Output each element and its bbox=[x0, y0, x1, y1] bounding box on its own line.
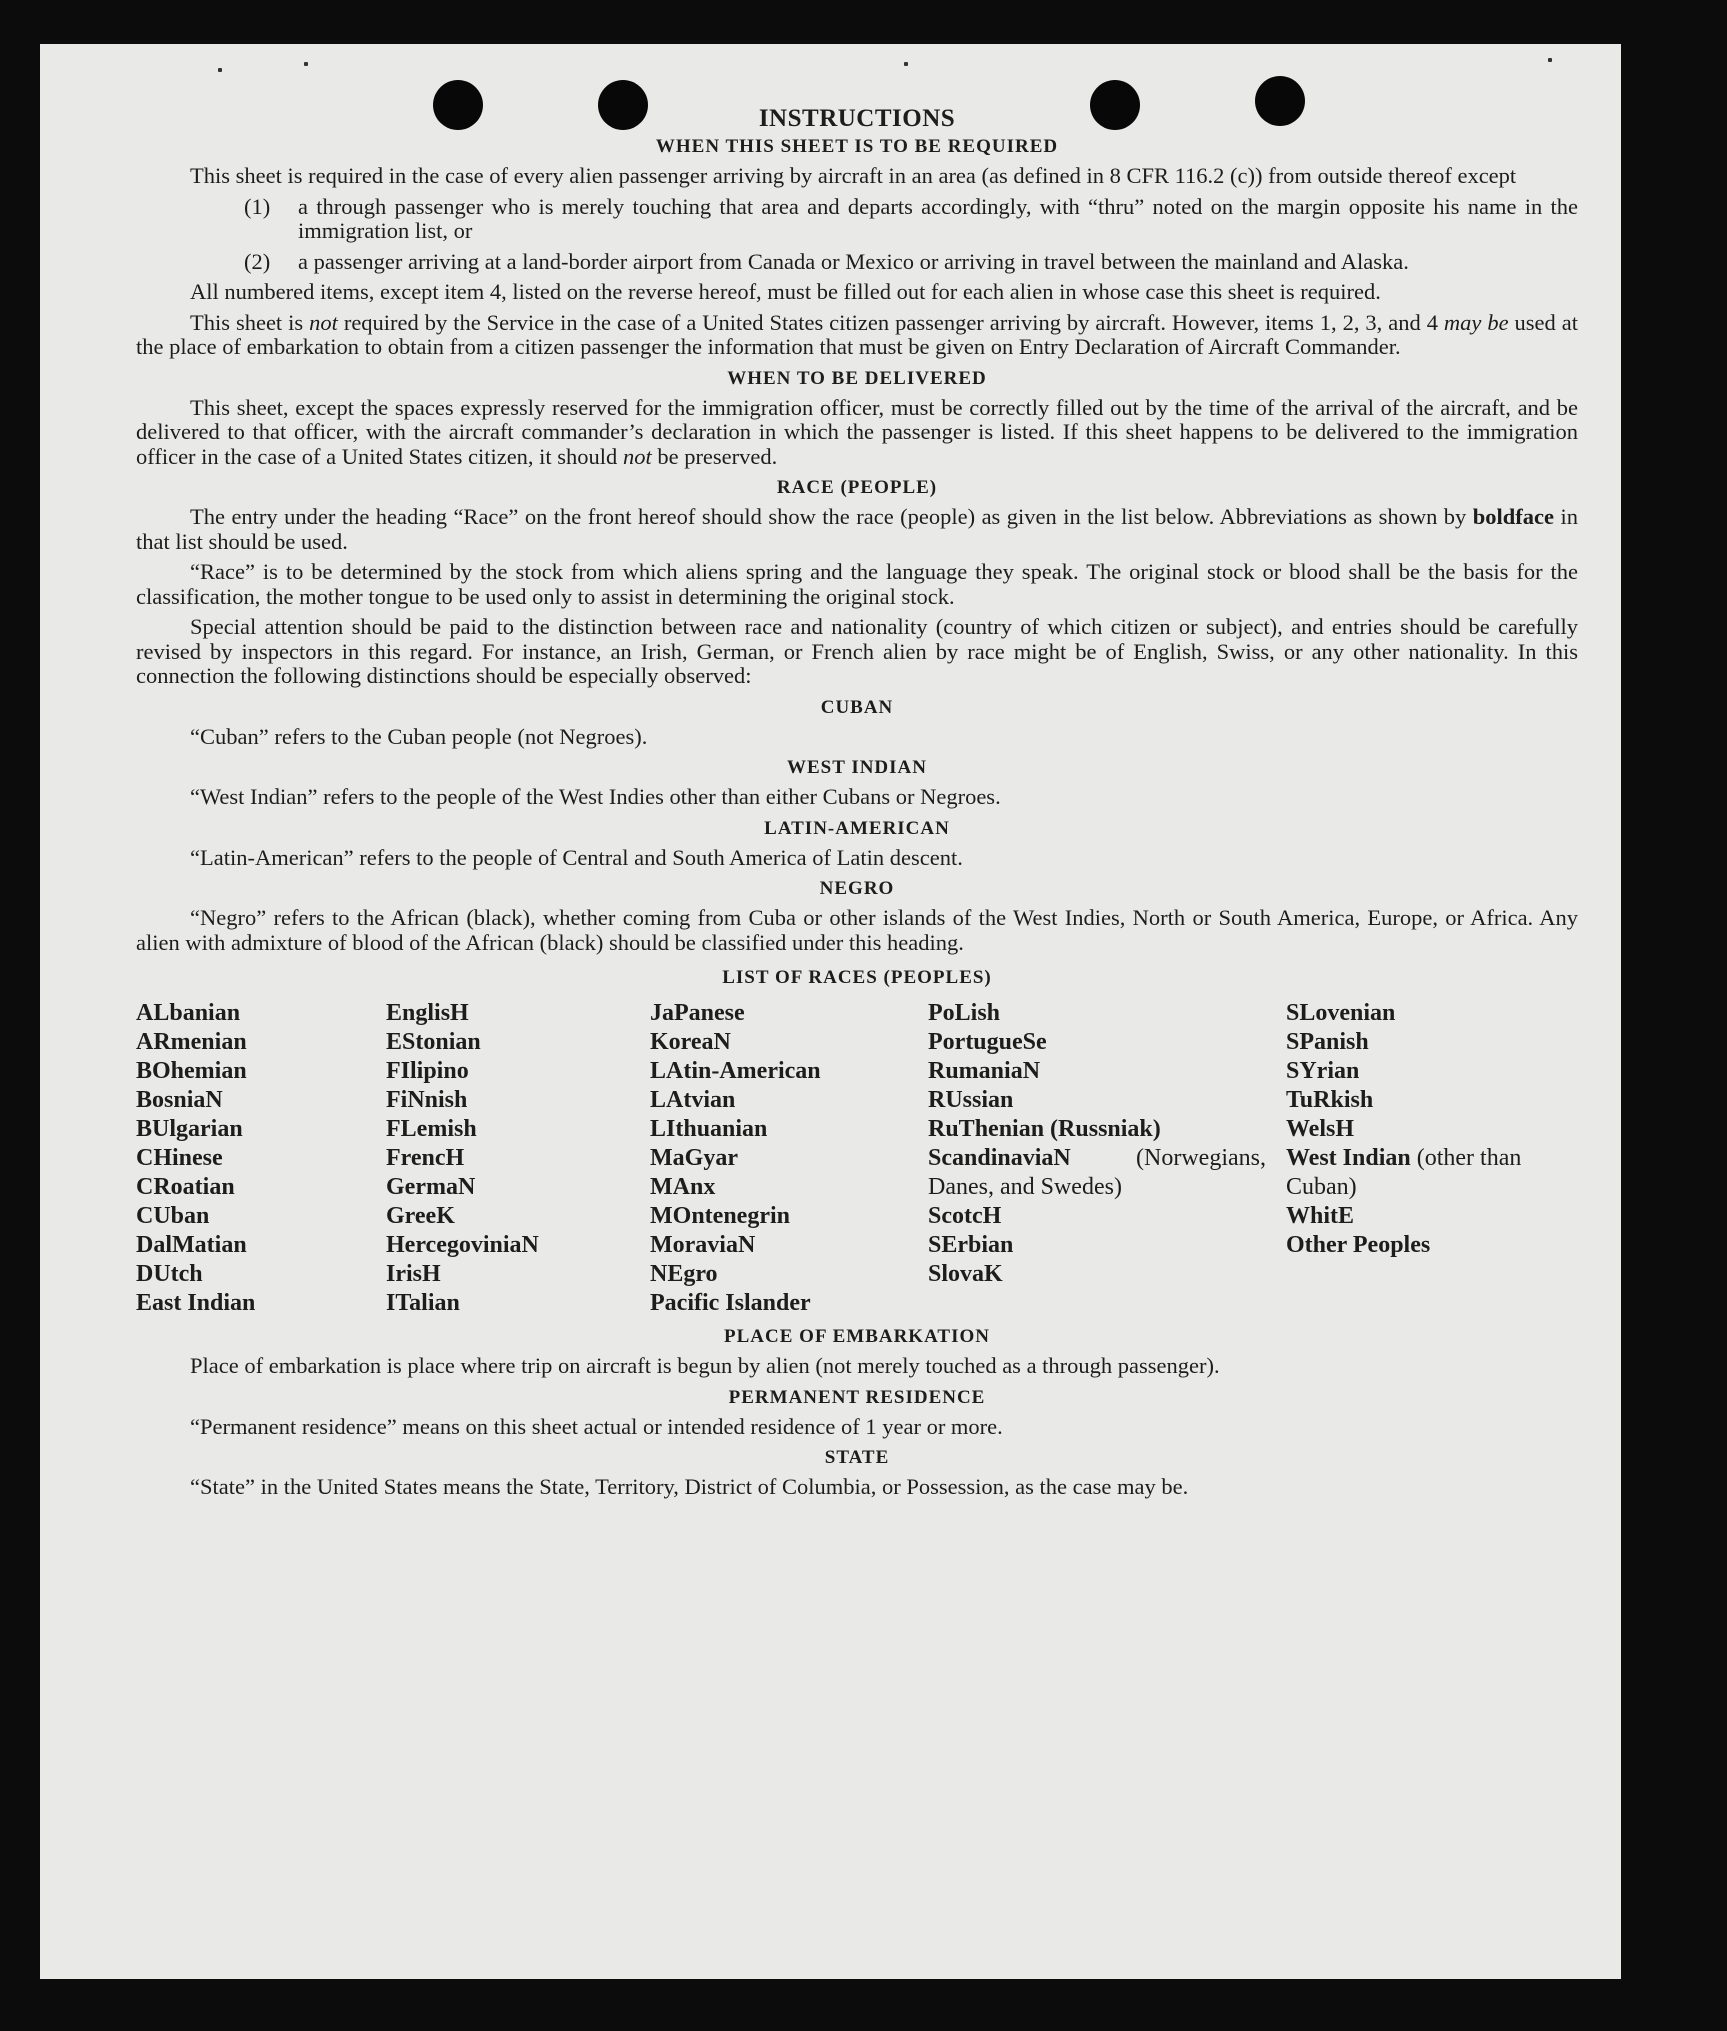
race-entry: ALbanian bbox=[136, 1000, 241, 1026]
paragraph: “State” in the United States means the State, Territory, District of Columbia, or Possession, as the case may be. bbox=[190, 1474, 1189, 1499]
item-number: (1) bbox=[244, 193, 271, 219]
paragraph: “Cuban” refers to the Cuban people (not Negroes). bbox=[190, 723, 648, 749]
races-column-5 bbox=[1286, 999, 1542, 1318]
paragraph: “West Indian” refers to the people of the West Indies other than either Cubans or Negroes. bbox=[190, 784, 1001, 809]
heading-west-indian: WEST INDIAN bbox=[787, 757, 927, 778]
document-body bbox=[136, 104, 1578, 1506]
heading-race: RACE (PEOPLE) bbox=[776, 477, 938, 498]
page-title: INSTRUCTIONS bbox=[758, 105, 956, 132]
heading-latin-american: LATIN-AMERICAN bbox=[764, 817, 950, 839]
race-entry: Other Peoples bbox=[1286, 1232, 1431, 1258]
race-entry: EStonian bbox=[386, 1029, 481, 1055]
race-entry: MAnx bbox=[650, 1174, 716, 1200]
race-entry: SYrian bbox=[1286, 1058, 1360, 1084]
list-item bbox=[244, 195, 1578, 244]
race-entry: FLemish bbox=[386, 1116, 477, 1142]
race-entry: KoreaN bbox=[650, 1029, 731, 1055]
paragraph: Special attention should be paid to the distinction between race and nationality (country of which citizen or subject), and entries should be carefully revised by inspectors in this regard. For instance, an Irish, German, or French alien by race might be of English, Swiss, or any other nationality. In this connection the following distinctions should be especially observed: bbox=[136, 614, 1578, 688]
speck bbox=[218, 68, 222, 72]
races-column-2 bbox=[386, 999, 650, 1318]
race-entry: GermaN bbox=[386, 1174, 476, 1200]
heading-when-required: WHEN THIS SHEET IS TO BE REQUIRED bbox=[655, 136, 1059, 157]
item-text: a passenger arriving at a land-border airport from Canada or Mexico or arriving in travel between the mainland and Alaska. bbox=[298, 248, 1409, 274]
race-entry: MaGyar bbox=[650, 1145, 738, 1171]
race-entry: JaPanese bbox=[650, 1000, 745, 1026]
list-item bbox=[244, 250, 1578, 275]
race-entry: RuThenian (Russniak) bbox=[928, 1116, 1161, 1142]
race-entry: NEgro bbox=[650, 1261, 718, 1287]
race-entry: BosniaN bbox=[136, 1087, 223, 1113]
race-entry: ScotcH bbox=[928, 1203, 1002, 1229]
race-entry: SErbian bbox=[928, 1232, 1014, 1258]
speck bbox=[904, 62, 908, 66]
race-entry: ARmenian bbox=[136, 1029, 247, 1055]
race-entry: SlovaK bbox=[928, 1261, 1003, 1287]
race-entry: FiNnish bbox=[386, 1087, 468, 1113]
item-text: a through passenger who is merely touching that area and departs accordingly, with “thru” noted on the margin opposite his name in the immigration list, or bbox=[298, 193, 1578, 243]
race-entry: DalMatian bbox=[136, 1232, 247, 1258]
races-column-1 bbox=[136, 999, 386, 1318]
race-entry: CHinese bbox=[136, 1145, 223, 1171]
race-entry: RUssian bbox=[928, 1087, 1014, 1113]
race-entry: PortugueSe bbox=[928, 1029, 1047, 1055]
heading-when-delivered: WHEN TO BE DELIVERED bbox=[727, 367, 987, 389]
heading-state: STATE bbox=[824, 1447, 890, 1468]
heading-list-of-races: LIST OF RACES (PEOPLES) bbox=[722, 967, 992, 988]
paragraph: Place of embarkation is place where trip on aircraft is begun by alien (not merely touched as a through passenger). bbox=[190, 1353, 1220, 1378]
race-entry: Pacific Islander bbox=[650, 1290, 811, 1316]
race-entry: RumaniaN bbox=[928, 1058, 1041, 1084]
race-entry: IrisH bbox=[386, 1261, 441, 1287]
heading-negro: NEGRO bbox=[819, 878, 895, 899]
race-entry: WhitE bbox=[1286, 1203, 1355, 1229]
race-entry: WelsH bbox=[1286, 1116, 1355, 1142]
race-entry: ITalian bbox=[386, 1290, 460, 1316]
races-column-4 bbox=[928, 999, 1286, 1318]
paragraph: The entry under the heading “Race” on the front hereof should show the race (people) as given in the list below. Abbreviations as shown by boldface in that list should be used. bbox=[136, 504, 1578, 554]
race-entry: DUtch bbox=[136, 1261, 203, 1287]
race-entry: MoraviaN bbox=[650, 1232, 756, 1258]
race-entry: FrencH bbox=[386, 1145, 465, 1171]
race-entry: BOhemian bbox=[136, 1058, 247, 1084]
race-entry: LAtin-American bbox=[650, 1058, 821, 1084]
race-entry: LIthuanian bbox=[650, 1116, 768, 1142]
speck bbox=[1548, 58, 1552, 62]
paragraph: This sheet is required in the case of every alien passenger arriving by aircraft in an area (as defined in 8 CFR 116.2 (c)) from outside thereof except bbox=[190, 163, 1517, 188]
race-entry: CRoatian bbox=[136, 1174, 235, 1200]
race-entry: SLovenian bbox=[1286, 1000, 1396, 1026]
race-entry: BUlgarian bbox=[136, 1116, 243, 1142]
paragraph: All numbered items, except item 4, listed on the reverse hereof, must be filled out for each alien in whose case this sheet is required. bbox=[190, 279, 1381, 304]
race-entry: ScandinaviaN (Norwegians, Danes, and Swedes) bbox=[928, 1145, 1266, 1200]
heading-cuban: CUBAN bbox=[820, 696, 894, 718]
paragraph: This sheet is not required by the Service in the case of a United States citizen passenger arriving by aircraft. However, items 1, 2, 3, and 4 may be used at the place of embarkation to obtain from a citizen passenger the information that must be given on Entry Declaration of Aircraft Commander. bbox=[136, 309, 1578, 359]
race-entry: HercegoviniaN bbox=[386, 1232, 539, 1258]
race-entry: SPanish bbox=[1286, 1029, 1369, 1055]
race-entry: GreeK bbox=[386, 1203, 455, 1229]
heading-place-of-embarkation: PLACE OF EMBARKATION bbox=[724, 1326, 990, 1347]
paragraph: “Permanent residence” means on this sheet actual or intended residence of 1 year or more. bbox=[190, 1413, 1003, 1439]
race-entry: East Indian bbox=[136, 1290, 256, 1316]
paragraph: “Negro” refers to the African (black), whether coming from Cuba or other islands of the West Indies, North or South America, Europe, or Africa. Any alien with admixture of blood of the African (black) should be classified under this heading. bbox=[136, 905, 1578, 955]
heading-permanent-residence: PERMANENT RESIDENCE bbox=[728, 1386, 986, 1408]
race-entry: TuRkish bbox=[1286, 1087, 1374, 1113]
paragraph: This sheet, except the spaces expressly reserved for the immigration officer, must be correctly filled out by the time of the arrival of the aircraft, and be delivered to that officer, with the aircraft commander’s declaration in which the passenger is listed. If this sheet happens to be delivered to the immigration officer in the case of a United States citizen, it should not be preserved. bbox=[136, 394, 1578, 469]
race-entry: MOntenegrin bbox=[650, 1203, 790, 1229]
paragraph: “Latin-American” refers to the people of Central and South America of Latin descent. bbox=[190, 844, 963, 870]
item-number: (2) bbox=[244, 248, 271, 274]
race-entry: LAtvian bbox=[650, 1087, 736, 1113]
race-entry: CUban bbox=[136, 1203, 210, 1229]
race-entry: West Indian (other than Cuban) bbox=[1286, 1145, 1522, 1200]
race-entry: FIlipino bbox=[386, 1058, 469, 1084]
races-column-3 bbox=[650, 999, 928, 1318]
race-entry: EnglisH bbox=[386, 1000, 469, 1026]
document-sheet bbox=[40, 44, 1621, 1979]
race-entry: PoLish bbox=[928, 1000, 1001, 1026]
speck bbox=[304, 62, 308, 66]
paragraph: “Race” is to be determined by the stock from which aliens spring and the language they speak. The original stock or blood shall be the basis for the classification, the mother tongue to be used only to assist in determining the original stock. bbox=[136, 559, 1578, 609]
races-table bbox=[136, 999, 1578, 1318]
